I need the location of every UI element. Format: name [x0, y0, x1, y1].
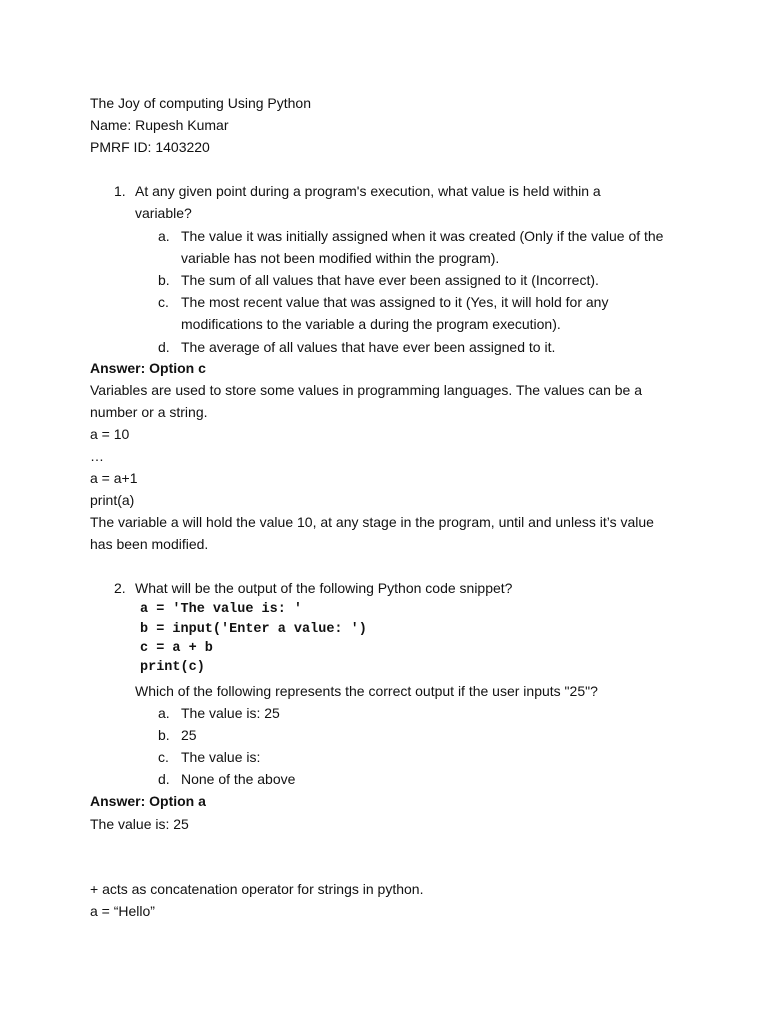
q1-question-line2: variable? [135, 205, 192, 221]
q1-explanation-line1: Variables are used to store some values in programming languages. The values can be a [90, 382, 643, 398]
q1-option-c-line2: modifications to the variable a during the program execution). [181, 316, 561, 332]
q2-question: What will be the output of the following Python code snippet? [135, 580, 513, 596]
q2-option-b-label: b. [158, 727, 170, 743]
q1-option-a-line1: The value it was initially assigned when it was created (Only if the value of the [181, 228, 664, 244]
pmrf-id: PMRF ID: 1403220 [90, 139, 210, 155]
q1-explanation-line2: number or a string. [90, 404, 208, 420]
q2-code-line: c = a + b [140, 641, 213, 656]
q2-answer: Answer: Option a [90, 793, 206, 809]
q1-option-b-label: b. [158, 272, 170, 288]
q1-code-line: a = a+1 [90, 470, 138, 486]
q1-option-c-label: c. [158, 294, 169, 310]
q1-option-a-label: a. [158, 228, 170, 244]
q2-code-line: b = input('Enter a value: ') [140, 622, 367, 637]
q2-code-line: a = 'The value is: ' [140, 602, 303, 617]
course-title: The Joy of computing Using Python [90, 95, 312, 111]
q2-option-d-label: d. [158, 771, 170, 787]
q1-conclusion-line2: has been modified. [90, 536, 209, 552]
q1-option-d-line1: The average of all values that have ever been assigned to it. [181, 339, 556, 355]
q1-code-line: print(a) [90, 492, 135, 508]
q1-answer: Answer: Option c [90, 360, 206, 376]
q1-code-line: a = 10 [90, 426, 130, 442]
q2-subquestion: Which of the following represents the correct output if the user inputs "25"? [135, 683, 598, 699]
q2-option-a-label: a. [158, 705, 170, 721]
q2-option-a-text: The value is: 25 [181, 705, 280, 721]
q1-option-c-line1: The most recent value that was assigned to it (Yes, it will hold for any [181, 294, 609, 310]
student-name: Name: Rupesh Kumar [90, 117, 229, 133]
q2-option-c-text: The value is: [181, 749, 261, 765]
q2-option-c-label: c. [158, 749, 169, 765]
q2-example: a = “Hello” [90, 903, 155, 919]
q1-option-b-line1: The sum of all values that have ever been assigned to it (Incorrect). [181, 272, 599, 288]
q1-number: 1. [114, 183, 126, 199]
q2-result: The value is: 25 [90, 816, 189, 832]
q2-note: + acts as concatenation operator for strings in python. [90, 881, 424, 897]
q1-code-line: … [90, 448, 104, 464]
q1-question-line1: At any given point during a program's execution, what value is held within a [135, 183, 601, 199]
q1-conclusion-line1: The variable a will hold the value 10, at any stage in the program, until and unless it’s value [90, 514, 654, 530]
q2-code-line: print(c) [140, 660, 205, 675]
q2-option-b-text: 25 [181, 727, 197, 743]
q1-option-d-label: d. [158, 339, 170, 355]
q2-option-d-text: None of the above [181, 771, 296, 787]
q2-number: 2. [114, 580, 126, 596]
q1-option-a-line2: variable has not been modified within the program). [181, 250, 500, 266]
